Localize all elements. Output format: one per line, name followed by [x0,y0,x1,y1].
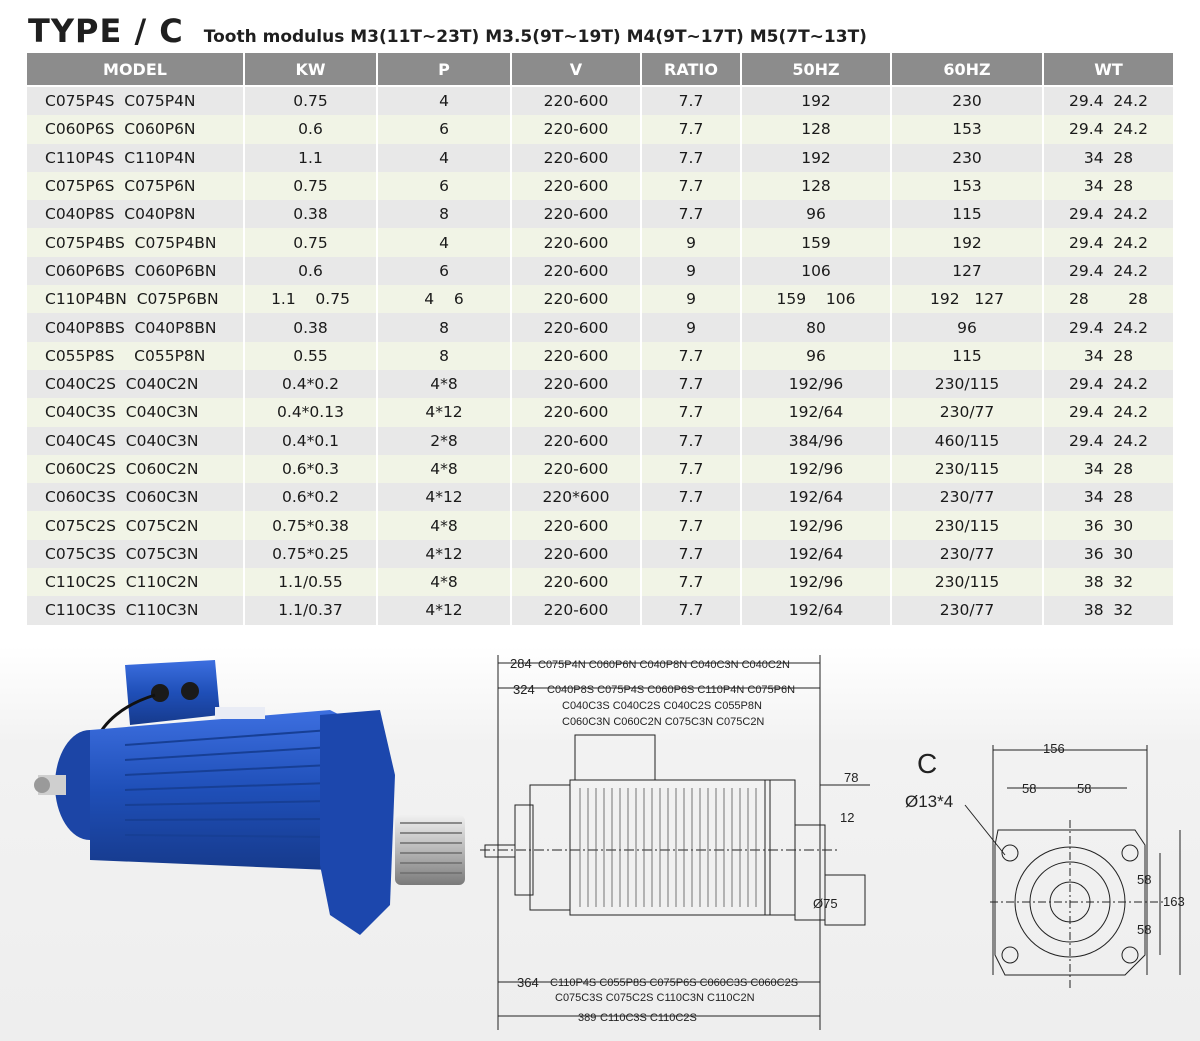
cell-ratio: 7.7 [641,200,741,228]
cell-ratio: 9 [641,313,741,341]
cell-wt: 29.4 24.2 [1043,257,1173,285]
cell-ratio: 7.7 [641,427,741,455]
cell-model: C055P8S C055P8N [27,342,244,370]
cell-50hz: 192/64 [741,596,891,624]
table-row [27,511,1173,539]
cell-ratio: 7.7 [641,86,741,115]
cell-60hz: 115 [891,342,1043,370]
hole-label: Ø13*4 [905,792,954,811]
dim-364-label: 364 [517,975,539,990]
cell-v: 220-600 [511,370,641,398]
cell-60hz: 115 [891,200,1043,228]
spec-table [27,53,1173,625]
cell-model: C075C2S C075C2N [27,511,244,539]
cell-ratio: 7.7 [641,540,741,568]
dim-163-label: 163 [1163,894,1185,909]
cell-ratio: 7.7 [641,483,741,511]
cell-ratio: 7.7 [641,115,741,143]
cell-v: 220-600 [511,342,641,370]
cell-wt: 36 30 [1043,511,1173,539]
cell-60hz: 230/115 [891,455,1043,483]
table-row [27,540,1173,568]
table-row [27,285,1173,313]
cell-kw: 0.4*0.2 [244,370,377,398]
cell-v: 220-600 [511,540,641,568]
cell-50hz: 192/96 [741,568,891,596]
cell-ratio: 7.7 [641,398,741,426]
cell-60hz: 230 [891,144,1043,172]
cell-v: 220-600 [511,313,641,341]
cell-50hz: 384/96 [741,427,891,455]
cell-wt: 34 28 [1043,172,1173,200]
cell-model: C040P8BS C040P8BN [27,313,244,341]
cell-ratio: 7.7 [641,568,741,596]
cell-wt: 29.4 24.2 [1043,115,1173,143]
table-row [27,172,1173,200]
cell-50hz: 192/64 [741,483,891,511]
column-header-v: V [511,53,641,86]
cell-50hz: 192/64 [741,540,891,568]
cell-ratio: 7.7 [641,144,741,172]
cell-model: C075P4S C075P4N [27,86,244,115]
cell-p: 6 [377,257,511,285]
cell-p: 4 [377,86,511,115]
table-row [27,313,1173,341]
cell-v: 220-600 [511,427,641,455]
dim-324-models-3: C060C3N C060C2N C075C3N C075C2N [562,716,765,728]
cell-p: 4 6 [377,285,511,313]
cell-model: C060C3S C060C3N [27,483,244,511]
cell-ratio: 9 [641,257,741,285]
cell-50hz: 192/96 [741,511,891,539]
cell-60hz: 153 [891,115,1043,143]
column-header-kw: KW [244,53,377,86]
cell-kw: 0.6 [244,115,377,143]
cell-50hz: 159 106 [741,285,891,313]
cell-v: 220-600 [511,568,641,596]
cell-kw: 0.6*0.2 [244,483,377,511]
cell-v: 220-600 [511,228,641,256]
cell-60hz: 230/77 [891,483,1043,511]
cell-60hz: 96 [891,313,1043,341]
cell-60hz: 230/115 [891,511,1043,539]
dim-324-models-1: C040P8S C075P4S C060P6S C110P4N C075P6N [547,684,796,696]
cell-p: 4*12 [377,398,511,426]
tooth-modulus-subtitle: Tooth modulus M3(11T~23T) M3.5(9T~19T) M4(9T~17T) M5(7T~13T) [203,27,867,47]
table-row [27,115,1173,143]
cell-kw: 0.38 [244,200,377,228]
dim-58-a: 58 [1022,781,1037,796]
cell-model: C110C3S C110C3N [27,596,244,624]
cell-v: 220-600 [511,200,641,228]
table-body [27,86,1173,625]
cell-ratio: 9 [641,228,741,256]
cell-wt: 29.4 24.2 [1043,427,1173,455]
cell-kw: 0.55 [244,342,377,370]
cell-p: 2*8 [377,427,511,455]
dim-78-label: 78 [844,770,859,785]
cell-p: 4 [377,228,511,256]
cell-v: 220-600 [511,257,641,285]
cell-50hz: 80 [741,313,891,341]
cell-p: 4*8 [377,370,511,398]
cell-wt: 36 30 [1043,540,1173,568]
cell-50hz: 159 [741,228,891,256]
cell-v: 220-600 [511,172,641,200]
cell-p: 4*8 [377,455,511,483]
dim-284-label: 284 [510,656,532,671]
page-header [28,12,867,52]
cell-wt: 28 28 [1043,285,1173,313]
flange-drawing [895,735,1195,1035]
cell-v: 220-600 [511,455,641,483]
cell-wt: 38 32 [1043,596,1173,624]
dim-75-label: Ø75 [813,896,838,911]
cell-p: 6 [377,115,511,143]
column-header-wt: WT [1043,53,1173,86]
dim-58-d: 58 [1137,922,1152,937]
cell-p: 6 [377,172,511,200]
cell-50hz: 96 [741,342,891,370]
cell-60hz: 153 [891,172,1043,200]
dim-389-models: C110C3S C110C2S [600,1012,697,1024]
cell-wt: 34 28 [1043,455,1173,483]
cell-v: 220-600 [511,144,641,172]
cell-model: C040C2S C040C2N [27,370,244,398]
cell-kw: 0.4*0.13 [244,398,377,426]
cell-p: 4 [377,144,511,172]
cell-wt: 34 28 [1043,342,1173,370]
cell-kw: 1.1/0.37 [244,596,377,624]
cell-50hz: 96 [741,200,891,228]
cell-model: C075P6S C075P6N [27,172,244,200]
cell-wt: 29.4 24.2 [1043,313,1173,341]
flange-label: C [917,748,938,779]
dim-324-label: 324 [513,682,535,697]
cell-model: C040C3S C040C3N [27,398,244,426]
cell-50hz: 192/96 [741,370,891,398]
side-view-drawing [470,650,859,1035]
cell-p: 8 [377,313,511,341]
table-header-row [27,53,1173,86]
cell-50hz: 106 [741,257,891,285]
dim-156-label: 156 [1043,741,1065,756]
table-row [27,568,1173,596]
dim-58-b: 58 [1077,781,1092,796]
cell-v: 220-600 [511,398,641,426]
cell-model: C060P6BS C060P6BN [27,257,244,285]
cell-p: 4*8 [377,511,511,539]
cell-p: 4*12 [377,596,511,624]
cell-60hz: 192 [891,228,1043,256]
cell-p: 4*8 [377,568,511,596]
cell-model: C040P8S C040P8N [27,200,244,228]
cell-model: C075C3S C075C3N [27,540,244,568]
cell-kw: 0.75 [244,172,377,200]
table-row [27,370,1173,398]
cell-60hz: 230/77 [891,540,1043,568]
table-row [27,86,1173,115]
cell-wt: 29.4 24.2 [1043,398,1173,426]
column-header-model: MODEL [27,53,244,86]
column-header-ratio: RATIO [641,53,741,86]
cell-ratio: 7.7 [641,511,741,539]
cell-wt: 34 28 [1043,144,1173,172]
cell-model: C110C2S C110C2N [27,568,244,596]
cell-p: 4*12 [377,540,511,568]
dim-284-models: C075P4N C060P6N C040P8N C040C3N C040C2N [538,659,790,671]
column-header-50hz: 50HZ [741,53,891,86]
cell-model: C060C2S C060C2N [27,455,244,483]
cell-60hz: 230/115 [891,370,1043,398]
cell-v: 220-600 [511,115,641,143]
cell-model: C075P4BS C075P4BN [27,228,244,256]
table-row [27,455,1173,483]
cell-wt: 29.4 24.2 [1043,228,1173,256]
cell-kw: 0.4*0.1 [244,427,377,455]
cell-60hz: 230/115 [891,568,1043,596]
cell-kw: 0.75 [244,86,377,115]
cell-50hz: 192 [741,86,891,115]
cell-model: C060P6S C060P6N [27,115,244,143]
cell-wt: 29.4 24.2 [1043,86,1173,115]
column-header-60hz: 60HZ [891,53,1043,86]
cell-50hz: 192/96 [741,455,891,483]
cell-ratio: 9 [641,285,741,313]
table-row [27,200,1173,228]
cell-v: 220-600 [511,86,641,115]
cell-v: 220-600 [511,596,641,624]
cell-kw: 0.75 [244,228,377,256]
table-row [27,596,1173,624]
cell-model: C040C4S C040C3N [27,427,244,455]
cell-p: 8 [377,342,511,370]
cell-p: 4*12 [377,483,511,511]
cell-kw: 0.38 [244,313,377,341]
cell-v: 220-600 [511,511,641,539]
table-row [27,483,1173,511]
type-title: TYPE / C [28,12,184,50]
cell-60hz: 230/77 [891,596,1043,624]
cell-ratio: 7.7 [641,596,741,624]
cell-wt: 29.4 24.2 [1043,200,1173,228]
cell-v: 220-600 [511,285,641,313]
dim-364-models-1: C110P4S C055P8S C075P6S C060C3S C060C2S [550,977,799,989]
cell-50hz: 128 [741,172,891,200]
cell-kw: 1.1 [244,144,377,172]
cell-kw: 1.1 0.75 [244,285,377,313]
table-row [27,427,1173,455]
cell-kw: 0.75*0.25 [244,540,377,568]
cell-kw: 0.6 [244,257,377,285]
table-row [27,342,1173,370]
cell-ratio: 7.7 [641,172,741,200]
cell-p: 8 [377,200,511,228]
table-row [27,144,1173,172]
cell-wt: 38 32 [1043,568,1173,596]
dim-12-label: 12 [840,810,855,825]
column-header-p: P [377,53,511,86]
cell-kw: 1.1/0.55 [244,568,377,596]
table-row [27,398,1173,426]
cell-60hz: 127 [891,257,1043,285]
cell-ratio: 7.7 [641,455,741,483]
cell-60hz: 230 [891,86,1043,115]
cell-v: 220*600 [511,483,641,511]
cell-kw: 0.75*0.38 [244,511,377,539]
dim-389-label: 389 [578,1012,597,1024]
cell-60hz: 460/115 [891,427,1043,455]
cell-60hz: 230/77 [891,398,1043,426]
cell-ratio: 7.7 [641,370,741,398]
motor-photo [30,655,470,945]
cell-ratio: 7.7 [641,342,741,370]
cell-50hz: 128 [741,115,891,143]
cell-wt: 34 28 [1043,483,1173,511]
dim-58-c: 58 [1137,872,1152,887]
cell-model: C110P4BN C075P6BN [27,285,244,313]
cell-kw: 0.6*0.3 [244,455,377,483]
table-row [27,257,1173,285]
cell-60hz: 192 127 [891,285,1043,313]
table-row [27,228,1173,256]
dim-364-models-2: C075C3S C075C2S C110C3N C110C2N [555,992,755,1004]
cell-model: C110P4S C110P4N [27,144,244,172]
cell-50hz: 192/64 [741,398,891,426]
cell-50hz: 192 [741,144,891,172]
dim-324-models-2: C040C3S C040C2S C040C2S C055P8N [562,700,762,712]
cell-wt: 29.4 24.2 [1043,370,1173,398]
